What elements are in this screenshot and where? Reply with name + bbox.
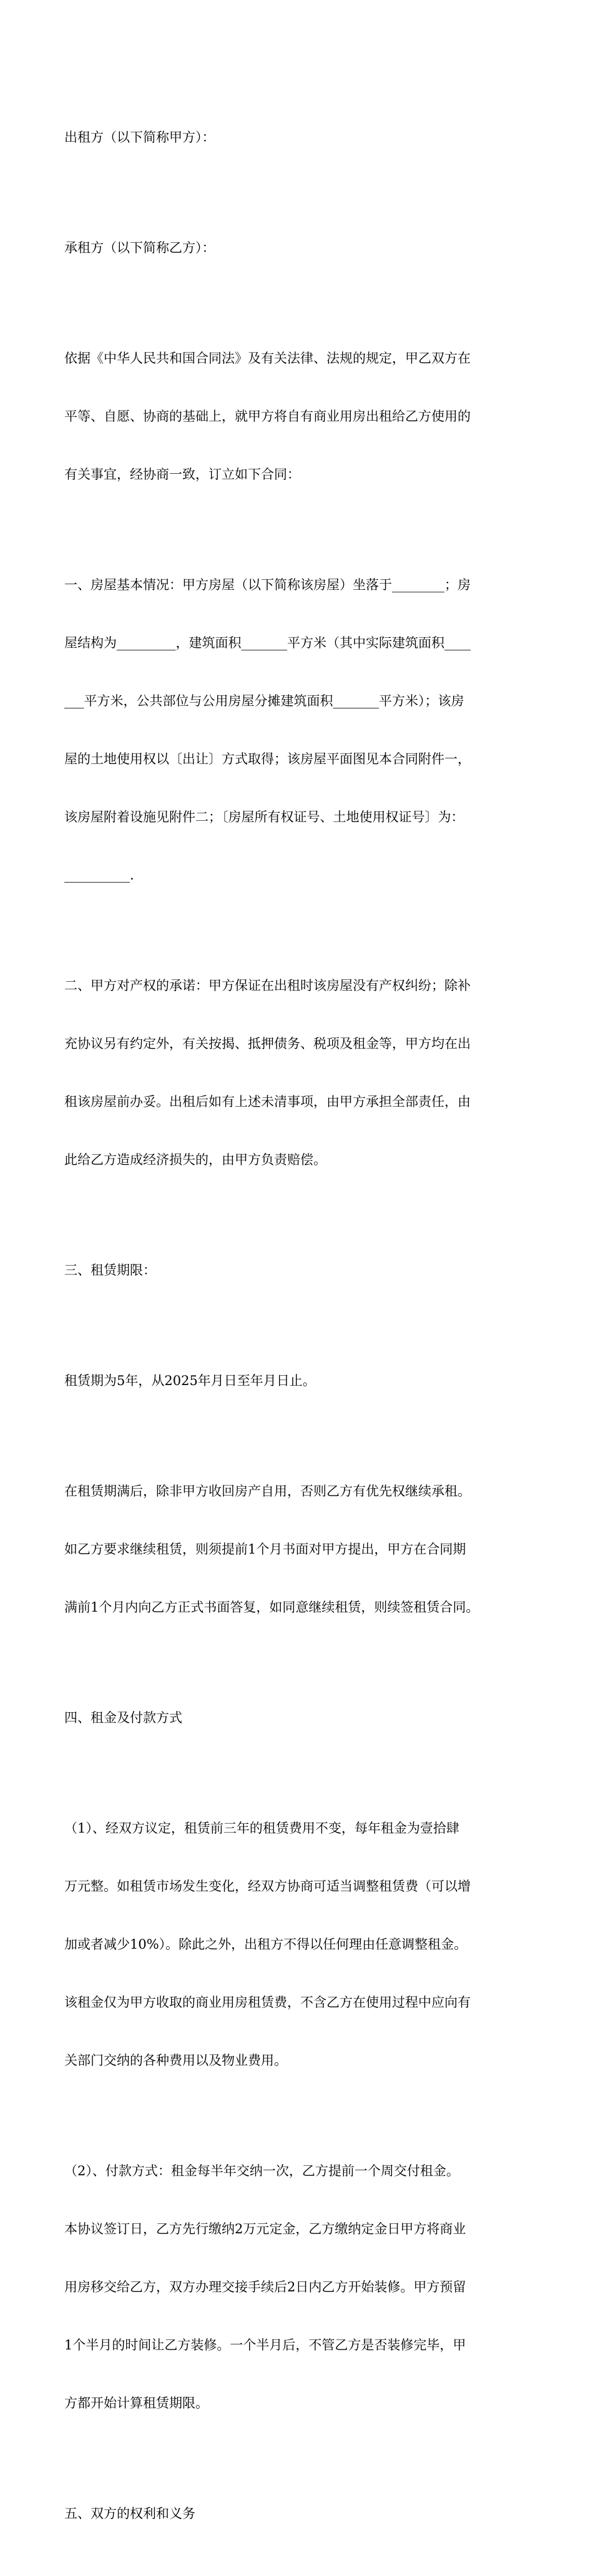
text-line: 关部门交纳的各种费用以及物业费用。: [64, 2053, 287, 2068]
text-line: 如乙方要求继续租赁，则须提前1个月书面对甲方提出，甲方在合同期: [64, 1542, 466, 1557]
text-line: （1）、经双方议定，租赁前三年的租赁费用不变，每年租金为壹拾肆: [64, 1821, 459, 1836]
text-line: 屋结构为_________，建筑面积_______平方米（其中实际建筑面积____: [64, 635, 471, 650]
section-5-title: [64, 2466, 532, 2562]
text-line: 该租金仅为甲方收取的商业用房租赁费，不含乙方在使用过程中应向有: [64, 1995, 471, 2010]
section-heading: 四、租金及付款方式: [64, 1710, 182, 1725]
text-line: 有关事宜，经协商一致，订立如下合同：: [64, 467, 300, 482]
lessee-line: [64, 200, 532, 296]
section-3-term: [64, 1333, 532, 1429]
section-4-item-2: [64, 2123, 532, 2452]
text-line: 依据《中华人民共和国合同法》及有关法律、法规的规定，甲乙双方在: [64, 351, 471, 366]
text-line: ___平方米，公共部位与公用房屋分摊建筑面积_______平方米）；该房: [64, 693, 464, 708]
section-heading: 三、租赁期限：: [64, 1263, 156, 1278]
text-line: 方都开始计算租赁期限。: [64, 2396, 208, 2411]
contract-body: [64, 89, 532, 2576]
text-line: 二、甲方对产权的承诺：甲方保证在出租时该房屋没有产权纠纷；除补: [64, 978, 471, 993]
text-line: 租赁期为5年，从2025年月日至年月日止。: [64, 1373, 316, 1388]
lessor-line: [64, 89, 532, 186]
section-3-renewal: [64, 1443, 532, 1656]
text-line: 平等、自愿、协商的基础上，就甲方将自有商业用房出租给乙方使用的: [64, 409, 471, 424]
text-line: 满前1个月内向乙方正式书面答复，如同意继续租赁，则续签租赁合同。: [64, 1600, 479, 1615]
text-line: 加或者减少10%）。除此之外，出租方不得以任何理由任意调整租金。: [64, 1937, 468, 1952]
text-line: 该房屋附着设施见附件二；〔房屋所有权证号、土地使用权证号〕为：: [64, 810, 464, 825]
text-line: （2）、付款方式：租金每半年交纳一次，乙方提前一个周交付租金。: [64, 2163, 459, 2178]
section-1-property-info: [64, 537, 532, 924]
text-line: 充协议另有约定外，有关按揭、抵押债务、税项及租金等，甲方均在出: [64, 1036, 471, 1051]
intro-paragraph: [64, 310, 532, 523]
section-4-title: [64, 1670, 532, 1766]
text-line: 用房移交给乙方，双方办理交接手续后2日内乙方开始装修。甲方预留: [64, 2280, 466, 2294]
text-line: 承租方（以下简称乙方）：: [64, 240, 215, 255]
text-line: 屋的土地使用权以〔出让〕方式取得；该房屋平面图见本合同附件一，: [64, 752, 471, 766]
section-3-title: [64, 1222, 532, 1319]
section-2-ownership-commitment: [64, 938, 532, 1208]
text-line: 一、房屋基本情况：甲方房屋（以下简称该房屋）坐落于________；房: [64, 577, 471, 592]
text-line: 万元整。如租赁市场发生变化，经双方协商可适当调整租赁费（可以增: [64, 1879, 471, 1894]
text-line: 此给乙方造成经济损失的，由甲方负责赔偿。: [64, 1152, 326, 1167]
section-4-item-1: [64, 1780, 532, 2109]
text-line: 本协议签订日，乙方先行缴纳2万元定金，乙方缴纳定金日甲方将商业: [64, 2221, 466, 2236]
text-line: 1个半月的时间让乙方装修。一个半月后，不管乙方是否装修完毕，甲: [64, 2338, 466, 2353]
text-line: __________.: [64, 868, 134, 883]
text-line: 租该房屋前办妥。出租后如有上述未清事项，由甲方承担全部责任，由: [64, 1094, 471, 1109]
section-heading: 五、双方的权利和义务: [64, 2506, 195, 2521]
text-line: 出租方（以下简称甲方）：: [64, 130, 215, 145]
text-line: 在租赁期满后，除非甲方收回房产自用，否则乙方有优先权继续承租。: [64, 1484, 471, 1499]
